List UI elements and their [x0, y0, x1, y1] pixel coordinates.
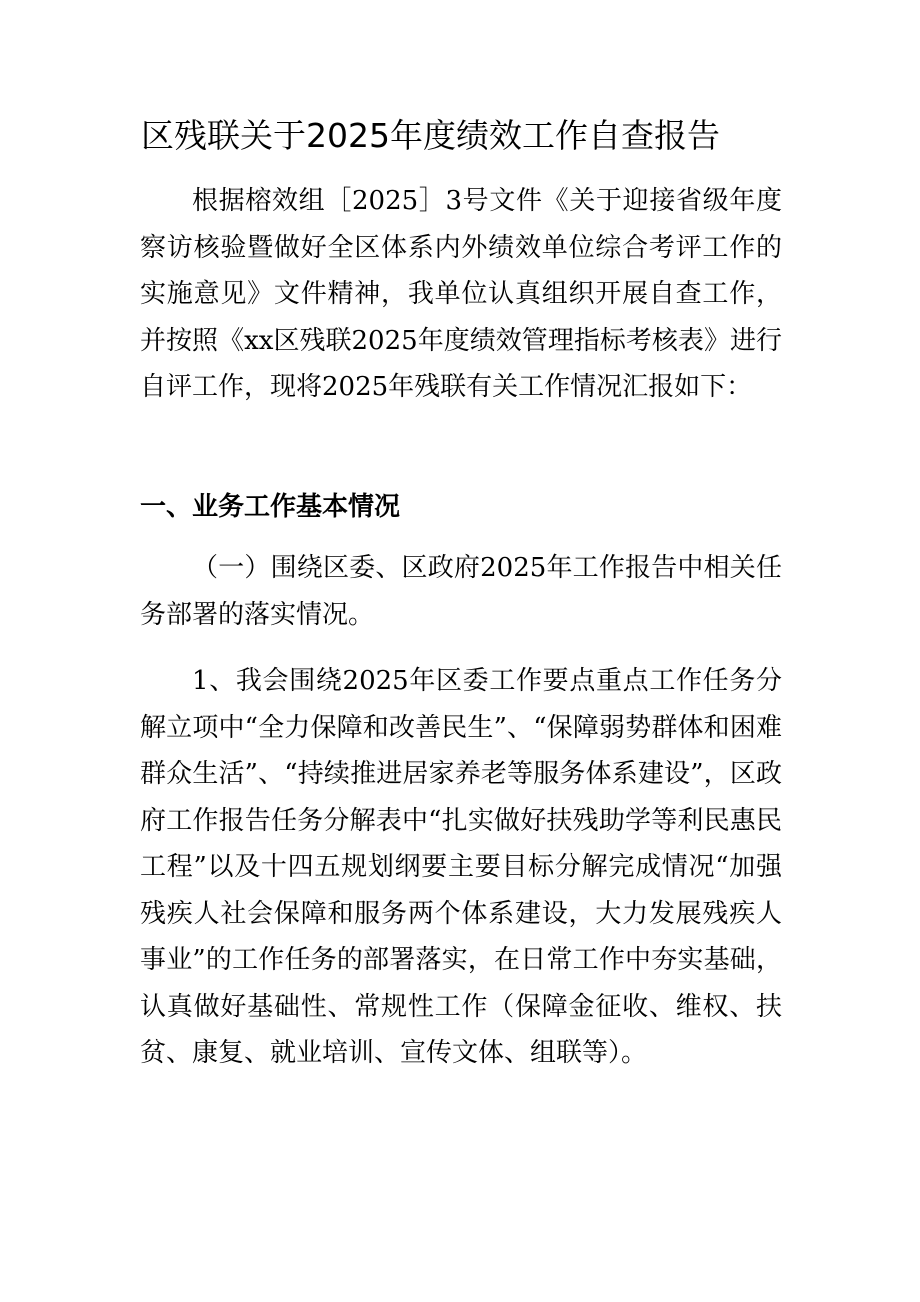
- section-heading-business-overview: 一、业务工作基本情况: [140, 492, 401, 522]
- document-title: 区残联关于2025年度绩效工作自查报告: [141, 116, 720, 155]
- intro-paragraph: 根据榕效组［2025］3号文件《关于迎接省级年度察访核验暨做好全区体系内外绩效单位综合考评工作的实施意见》文件精神，我单位认真组织开展自查工作，并按照《xx区残联2025年度绩效管理指标考核表》进行自评工作，现将2025年残联有关工作情况汇报如下：: [140, 186, 782, 402]
- subsection-heading-task-implementation: （一）围绕区委、区政府2025年工作报告中相关任务部署的落实情况。: [140, 553, 782, 630]
- item-1-paragraph: 1、我会围绕2025年区委工作要点重点工作任务分解立项中“全力保障和改善民生”、“保障弱势群体和困难群众生活”、“持续推进居家养老等服务体系建设”，区政府工作报告任务分解表中“扎实做好扶残助学等利民惠民工程”以及十四五规划纲要主要目标分解完成情况“加强残疾人社会保障和服务两个体系建设，大力发展残疾人事业”的工作任务的部署落实，在日常工作中夯实基础，认真做好基础性、常规性工作（保障金征收、维权、扶贫、康复、就业培训、宣传文体、组联等）。: [140, 666, 782, 1068]
